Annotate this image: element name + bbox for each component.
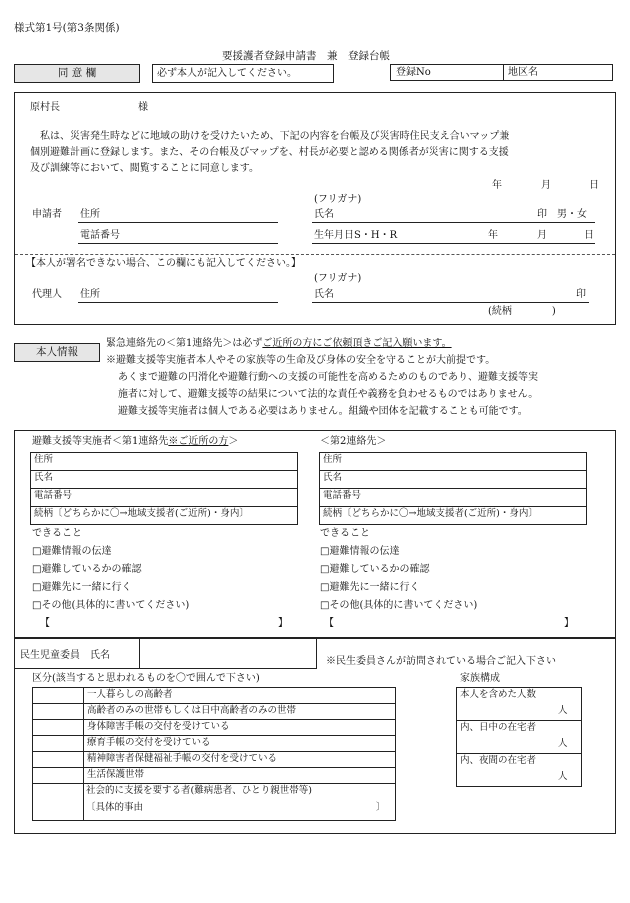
first-option-4[interactable]: □その他(具体的に書いてください) — [32, 600, 190, 611]
person-info-line-1a: 緊急連絡先の＜第1連絡先＞は必ず — [106, 338, 263, 349]
addressee: 原村長 — [30, 102, 60, 113]
category-1[interactable]: 一人暮らしの高齢者 — [83, 687, 396, 704]
applicant-birthdate-label: 生年月日S・H・R — [314, 230, 398, 241]
agent-address-label: 住所 — [80, 289, 100, 300]
birth-year: 年 — [488, 230, 498, 241]
district-label: 地区名 — [508, 67, 538, 78]
first-option-2[interactable]: □避難しているかの確認 — [32, 564, 142, 575]
first-contact-address[interactable]: 住所 — [30, 452, 298, 471]
category-7-close: 〕 — [376, 802, 386, 813]
person-info-line-1b: ご近所の方にご依頼頂きご記入願います。 — [262, 338, 452, 349]
person-info-line-1 — [106, 338, 452, 350]
agent-name-label: 氏名 — [314, 289, 334, 300]
commissioner-label: 民生児童委員 氏名 — [20, 650, 110, 661]
second-option-2[interactable]: □避難しているかの確認 — [320, 564, 430, 575]
agent-furigana: (フリガナ) — [314, 273, 362, 284]
first-other-open: 【 — [40, 618, 50, 629]
family-daytime-label: 内、日中の在宅者 — [460, 722, 537, 733]
consent-note: 必ず本人が記入してください。 — [152, 64, 334, 83]
category-mark-4[interactable] — [32, 735, 84, 752]
addressee-honorific: 様 — [138, 102, 148, 113]
applicant-phone-label: 電話番号 — [80, 230, 120, 241]
agent-relation[interactable]: (続柄 ) — [488, 306, 556, 317]
person-info-label: 本人情報 — [14, 343, 100, 362]
category-mark-6[interactable] — [32, 767, 84, 784]
category-6[interactable]: 生活保護世帯 — [83, 767, 396, 784]
applicant-furigana: (フリガナ) — [314, 194, 362, 205]
consent-body-line-3: 及び訓練等において、閲覧することに同意します。 — [30, 163, 259, 174]
category-title: 区分(該当すると思われるものを〇で囲んで下さい) — [32, 673, 260, 684]
agent-address-input[interactable] — [78, 302, 278, 303]
person-info-line-2: ※避難支援等実施者本人やその家族等の生命及び身体の安全を守ることが大前提です。 — [106, 355, 496, 366]
applicant-label: 申請者 — [32, 209, 62, 220]
second-option-4[interactable]: □その他(具体的に書いてください) — [320, 600, 478, 611]
agent-label: 代理人 — [32, 289, 62, 300]
category-mark-3[interactable] — [32, 719, 84, 736]
first-contact-relation[interactable]: 続柄〔どちらかに〇→地域支援者(ご近所)・身内〕 — [30, 506, 298, 525]
second-contact-relation[interactable]: 続柄〔どちらかに〇→地域支援者(ご近所)・身内〕 — [319, 506, 587, 525]
date-year: 年 — [492, 180, 502, 191]
applicant-address-label: 住所 — [80, 209, 100, 220]
category-5[interactable]: 精神障害者保健福祉手帳の交付を受けている — [83, 751, 396, 768]
family-night-unit: 人 — [558, 771, 568, 782]
first-contact-title — [32, 436, 238, 448]
second-contact-phone[interactable]: 電話番号 — [319, 488, 587, 507]
date-day: 日 — [589, 180, 599, 191]
registration-no-label: 登録No — [396, 67, 431, 78]
date-month: 月 — [541, 180, 551, 191]
district-field[interactable] — [503, 64, 613, 81]
second-can-do-label: できること — [320, 528, 370, 539]
commissioner-note: ※民生委員さんが訪問されている場合ご記入下さい — [326, 656, 556, 667]
category-mark-7[interactable] — [32, 783, 84, 821]
agent-note: 【本人が署名できない場合、この欄にも記入してください。】 — [26, 258, 301, 269]
registration-no-field[interactable] — [390, 64, 504, 81]
first-contact-phone[interactable]: 電話番号 — [30, 488, 298, 507]
family-night-label: 内、夜間の在宅者 — [460, 755, 537, 766]
applicant-birthdate-input[interactable] — [312, 243, 595, 244]
category-mark-5[interactable] — [32, 751, 84, 768]
second-contact-title: ＜第2連絡先＞ — [320, 436, 387, 447]
agent-name-input[interactable] — [312, 302, 589, 303]
category-mark-2[interactable] — [32, 703, 84, 720]
agent-seal: 印 — [576, 289, 586, 300]
first-contact-title-c: ＞ — [228, 436, 239, 447]
family-total-label: 本人を含めた人数 — [460, 689, 537, 700]
first-contact-title-b: ※ご近所の方 — [168, 436, 229, 447]
agent-divider — [15, 254, 615, 255]
first-option-1[interactable]: □避難情報の伝達 — [32, 546, 112, 557]
person-info-line-4: 施者に対して、避難支援等の結果について法的な責任や義務を負わせるものではありません。 — [118, 389, 539, 400]
category-4[interactable]: 療育手帳の交付を受けている — [83, 735, 396, 752]
form-title: 要援護者登録申請書 兼 登録台帳 — [222, 50, 390, 62]
second-contact-address[interactable]: 住所 — [319, 452, 587, 471]
category-mark-1[interactable] — [32, 687, 84, 704]
birth-day: 日 — [584, 230, 594, 241]
category-7-line-1: 社会的に支援を要する者(難病患者、ひとり親世帯等) — [86, 785, 312, 796]
applicant-name-label: 氏名 — [314, 209, 334, 220]
applicant-gender[interactable]: 男・女 — [557, 209, 587, 220]
applicant-address-input[interactable] — [78, 222, 278, 223]
applicant-seal: 印 — [537, 209, 547, 220]
category-3[interactable]: 身体障害手帳の交付を受けている — [83, 719, 396, 736]
first-contact-title-a: 避難支援等実施者＜第1連絡先 — [32, 436, 169, 447]
form-number: 様式第1号(第3条関係) — [14, 22, 120, 34]
second-other-open: 【 — [324, 618, 334, 629]
person-info-line-5: 避難支援等実施者は個人である必要はありません。組織や団体を記載することも可能です。 — [118, 406, 528, 417]
first-other-close: 】 — [278, 618, 288, 629]
consent-body-line-1: 私は、災害発生時などに地域の助けを受けたいため、下記の内容を台帳及び災害時住民支え合いマップ兼 — [40, 131, 510, 142]
second-other-close: 】 — [564, 618, 574, 629]
category-7-line-2: 〔具体的事由 — [86, 802, 144, 813]
commissioner-name-input[interactable] — [139, 638, 317, 669]
family-title: 家族構成 — [460, 673, 500, 684]
consent-label: 同 意 欄 — [14, 64, 140, 83]
second-contact-name[interactable]: 氏名 — [319, 470, 587, 489]
applicant-name-input[interactable] — [312, 222, 595, 223]
family-daytime-unit: 人 — [558, 738, 568, 749]
person-info-line-3: あくまで避難の円滑化や避難行動への支援の可能性を高めるためのものであり、避難支援等実 — [118, 372, 538, 383]
consent-body-line-2: 個別避難計画に登録します。また、その台帳及びマップを、村長が必要と認める関係者が災害に関する支援 — [30, 147, 509, 158]
first-contact-name[interactable]: 氏名 — [30, 470, 298, 489]
family-total-unit: 人 — [558, 705, 568, 716]
second-option-3[interactable]: □避難先に一緒に行く — [320, 582, 420, 593]
applicant-phone-input[interactable] — [78, 243, 278, 244]
first-can-do-label: できること — [32, 528, 82, 539]
second-option-1[interactable]: □避難情報の伝達 — [320, 546, 400, 557]
category-2[interactable]: 高齢者のみの世帯もしくは日中高齢者のみの世帯 — [83, 703, 396, 720]
first-option-3[interactable]: □避難先に一緒に行く — [32, 582, 132, 593]
birth-month: 月 — [537, 230, 547, 241]
